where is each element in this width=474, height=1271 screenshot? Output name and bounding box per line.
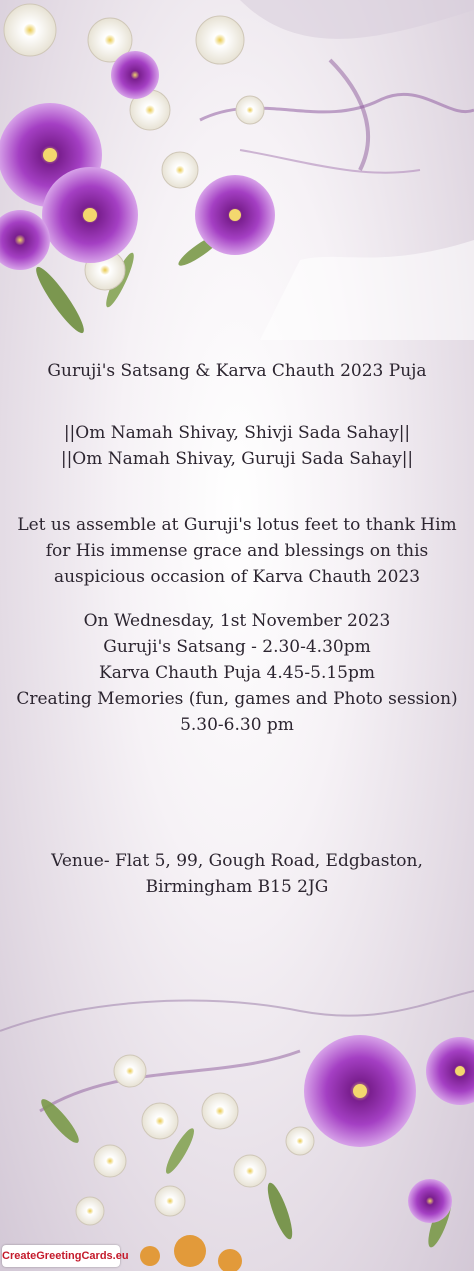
- schedule-section: [0, 608, 474, 738]
- mantra-section: [0, 420, 474, 472]
- venue-line: Venue- Flat 5, 99, Gough Road, Edgbaston,: [51, 851, 423, 871]
- invitation-line: auspicious occasion of Karva Chauth 2023: [53, 567, 421, 587]
- card-title: Guruji's Satsang & Karva Chauth 2023 Puja: [47, 361, 427, 381]
- venue-section: [0, 848, 474, 900]
- schedule-item: 5.30-6.30 pm: [180, 715, 294, 735]
- invitation-line: Let us assemble at Guruji's lotus feet to thank Him: [17, 515, 457, 535]
- brand-logo: CreateGreetingCards.eu: [2, 1245, 120, 1267]
- title-section: [0, 358, 474, 384]
- schedule-item: Guruji's Satsang - 2.30-4.30pm: [103, 637, 371, 657]
- mantra-line: ||Om Namah Shivay, Guruji Sada Sahay||: [60, 449, 414, 469]
- venue-line: Birmingham B15 2JG: [145, 877, 329, 897]
- top-floral-decoration: [0, 0, 474, 340]
- mantra-line: ||Om Namah Shivay, Shivji Sada Sahay||: [63, 423, 411, 443]
- invitation-line: for His immense grace and blessings on this: [45, 541, 429, 561]
- bottom-floral-decoration: [0, 971, 474, 1271]
- schedule-item: Creating Memories (fun, games and Photo session): [16, 689, 458, 709]
- schedule-item: Karva Chauth Puja 4.45-5.15pm: [99, 663, 375, 683]
- invitation-section: [0, 512, 474, 590]
- schedule-date: On Wednesday, 1st November 2023: [83, 611, 391, 631]
